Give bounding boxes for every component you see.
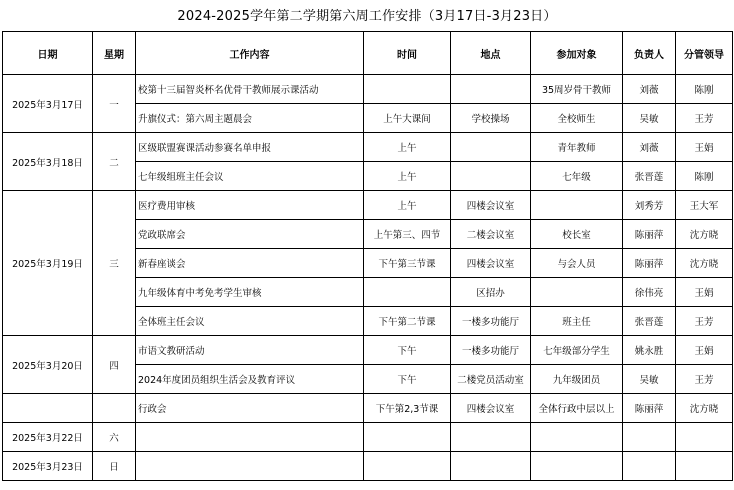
time-cell: 上午 bbox=[364, 191, 451, 220]
weekday-cell bbox=[93, 394, 136, 423]
content-cell: 全体班主任会议 bbox=[136, 307, 364, 336]
owner-cell: 陈丽萍 bbox=[623, 394, 676, 423]
leader-cell: 王芳 bbox=[676, 104, 733, 133]
content-cell: 党政联席会 bbox=[136, 220, 364, 249]
time-cell: 下午第2,3节课 bbox=[364, 394, 451, 423]
schedule-table bbox=[2, 31, 733, 481]
participants-cell: 与会人员 bbox=[531, 249, 623, 278]
place-cell bbox=[451, 162, 531, 191]
time-cell: 下午第二节课 bbox=[364, 307, 451, 336]
time-cell bbox=[364, 452, 451, 481]
place-cell: 一楼多功能厅 bbox=[451, 307, 531, 336]
leader-cell: 王芳 bbox=[676, 365, 733, 394]
time-cell: 下午 bbox=[364, 365, 451, 394]
header-weekday: 星期 bbox=[93, 32, 136, 75]
time-cell: 下午 bbox=[364, 336, 451, 365]
header-date: 日期 bbox=[3, 32, 93, 75]
leader-cell: 陈刚 bbox=[676, 162, 733, 191]
owner-cell: 徐伟亮 bbox=[623, 278, 676, 307]
header-leader: 分管领导 bbox=[676, 32, 733, 75]
content-cell: 升旗仪式：第六周主题晨会 bbox=[136, 104, 364, 133]
place-cell bbox=[451, 75, 531, 104]
header-time: 时间 bbox=[364, 32, 451, 75]
date-cell bbox=[3, 394, 93, 423]
place-cell bbox=[451, 423, 531, 452]
time-cell: 上午 bbox=[364, 162, 451, 191]
table-row bbox=[3, 75, 733, 104]
leader-cell: 沈方晓 bbox=[676, 249, 733, 278]
date-cell: 2025年3月19日 bbox=[3, 191, 93, 336]
time-cell bbox=[364, 423, 451, 452]
place-cell bbox=[451, 133, 531, 162]
header-owner: 负责人 bbox=[623, 32, 676, 75]
participants-cell: 七年级部分学生 bbox=[531, 336, 623, 365]
owner-cell: 吴敏 bbox=[623, 365, 676, 394]
owner-cell: 刘秀芳 bbox=[623, 191, 676, 220]
leader-cell: 陈刚 bbox=[676, 75, 733, 104]
header-participants: 参加对象 bbox=[531, 32, 623, 75]
owner-cell: 陈丽萍 bbox=[623, 249, 676, 278]
weekday-cell: 一 bbox=[93, 75, 136, 133]
table-row bbox=[3, 394, 733, 423]
leader-cell: 王娟 bbox=[676, 278, 733, 307]
owner-cell: 姚永胜 bbox=[623, 336, 676, 365]
header-row bbox=[3, 32, 733, 75]
date-cell: 2025年3月23日 bbox=[3, 452, 93, 481]
time-cell: 下午第三节课 bbox=[364, 249, 451, 278]
place-cell: 四楼会议室 bbox=[451, 191, 531, 220]
weekday-cell: 三 bbox=[93, 191, 136, 336]
table-row bbox=[3, 191, 733, 220]
date-cell: 2025年3月22日 bbox=[3, 423, 93, 452]
time-cell bbox=[364, 75, 451, 104]
content-cell bbox=[136, 452, 364, 481]
content-cell: 2024年度团员组织生活会及教育评议 bbox=[136, 365, 364, 394]
date-cell: 2025年3月18日 bbox=[3, 133, 93, 191]
content-cell bbox=[136, 423, 364, 452]
header-place: 地点 bbox=[451, 32, 531, 75]
time-cell: 上午大课间 bbox=[364, 104, 451, 133]
place-cell: 学校操场 bbox=[451, 104, 531, 133]
content-cell: 医疗费用审核 bbox=[136, 191, 364, 220]
owner-cell: 吴敏 bbox=[623, 104, 676, 133]
owner-cell: 陈丽萍 bbox=[623, 220, 676, 249]
page-title: 2024-2025学年第二学期第六周工作安排（3月17日-3月23日） bbox=[177, 9, 557, 24]
time-cell: 上午 bbox=[364, 133, 451, 162]
content-cell: 区级联盟赛课活动参赛名单申报 bbox=[136, 133, 364, 162]
weekday-cell: 日 bbox=[93, 452, 136, 481]
owner-cell: 刘薇 bbox=[623, 75, 676, 104]
place-cell: 二楼党员活动室 bbox=[451, 365, 531, 394]
place-cell: 区招办 bbox=[451, 278, 531, 307]
leader-cell: 沈方晓 bbox=[676, 220, 733, 249]
owner-cell bbox=[623, 423, 676, 452]
leader-cell bbox=[676, 423, 733, 452]
content-cell: 七年级组班主任会议 bbox=[136, 162, 364, 191]
time-cell: 上午第三、四节 bbox=[364, 220, 451, 249]
leader-cell: 王娟 bbox=[676, 336, 733, 365]
header-content: 工作内容 bbox=[136, 32, 364, 75]
date-cell: 2025年3月20日 bbox=[3, 336, 93, 394]
place-cell bbox=[451, 452, 531, 481]
participants-cell bbox=[531, 423, 623, 452]
owner-cell: 刘薇 bbox=[623, 133, 676, 162]
weekday-cell: 六 bbox=[93, 423, 136, 452]
participants-cell: 校长室 bbox=[531, 220, 623, 249]
weekday-cell: 二 bbox=[93, 133, 136, 191]
leader-cell: 王大军 bbox=[676, 191, 733, 220]
content-cell: 九年级体育中考免考学生审核 bbox=[136, 278, 364, 307]
leader-cell: 王芳 bbox=[676, 307, 733, 336]
participants-cell: 青年教师 bbox=[531, 133, 623, 162]
participants-cell bbox=[531, 278, 623, 307]
table-row bbox=[3, 452, 733, 481]
weekday-cell: 四 bbox=[93, 336, 136, 394]
participants-cell bbox=[531, 191, 623, 220]
content-cell: 新春座谈会 bbox=[136, 249, 364, 278]
leader-cell: 沈方晓 bbox=[676, 394, 733, 423]
leader-cell bbox=[676, 452, 733, 481]
participants-cell: 九年级团员 bbox=[531, 365, 623, 394]
table-row bbox=[3, 133, 733, 162]
participants-cell: 全体行政中层以上 bbox=[531, 394, 623, 423]
content-cell: 市语文教研活动 bbox=[136, 336, 364, 365]
owner-cell bbox=[623, 452, 676, 481]
leader-cell: 王娟 bbox=[676, 133, 733, 162]
table-row bbox=[3, 336, 733, 365]
participants-cell: 全校师生 bbox=[531, 104, 623, 133]
time-cell bbox=[364, 278, 451, 307]
participants-cell: 35周岁骨干教师 bbox=[531, 75, 623, 104]
owner-cell: 张晋莲 bbox=[623, 162, 676, 191]
content-cell: 校第十三届智炎杯名优骨干教师展示课活动 bbox=[136, 75, 364, 104]
place-cell: 二楼会议室 bbox=[451, 220, 531, 249]
place-cell: 四楼会议室 bbox=[451, 249, 531, 278]
content-cell: 行政会 bbox=[136, 394, 364, 423]
participants-cell bbox=[531, 452, 623, 481]
table-row bbox=[3, 423, 733, 452]
participants-cell: 七年级 bbox=[531, 162, 623, 191]
participants-cell: 班主任 bbox=[531, 307, 623, 336]
date-cell: 2025年3月17日 bbox=[3, 75, 93, 133]
owner-cell: 张晋莲 bbox=[623, 307, 676, 336]
place-cell: 四楼会议室 bbox=[451, 394, 531, 423]
place-cell: 一楼多功能厅 bbox=[451, 336, 531, 365]
